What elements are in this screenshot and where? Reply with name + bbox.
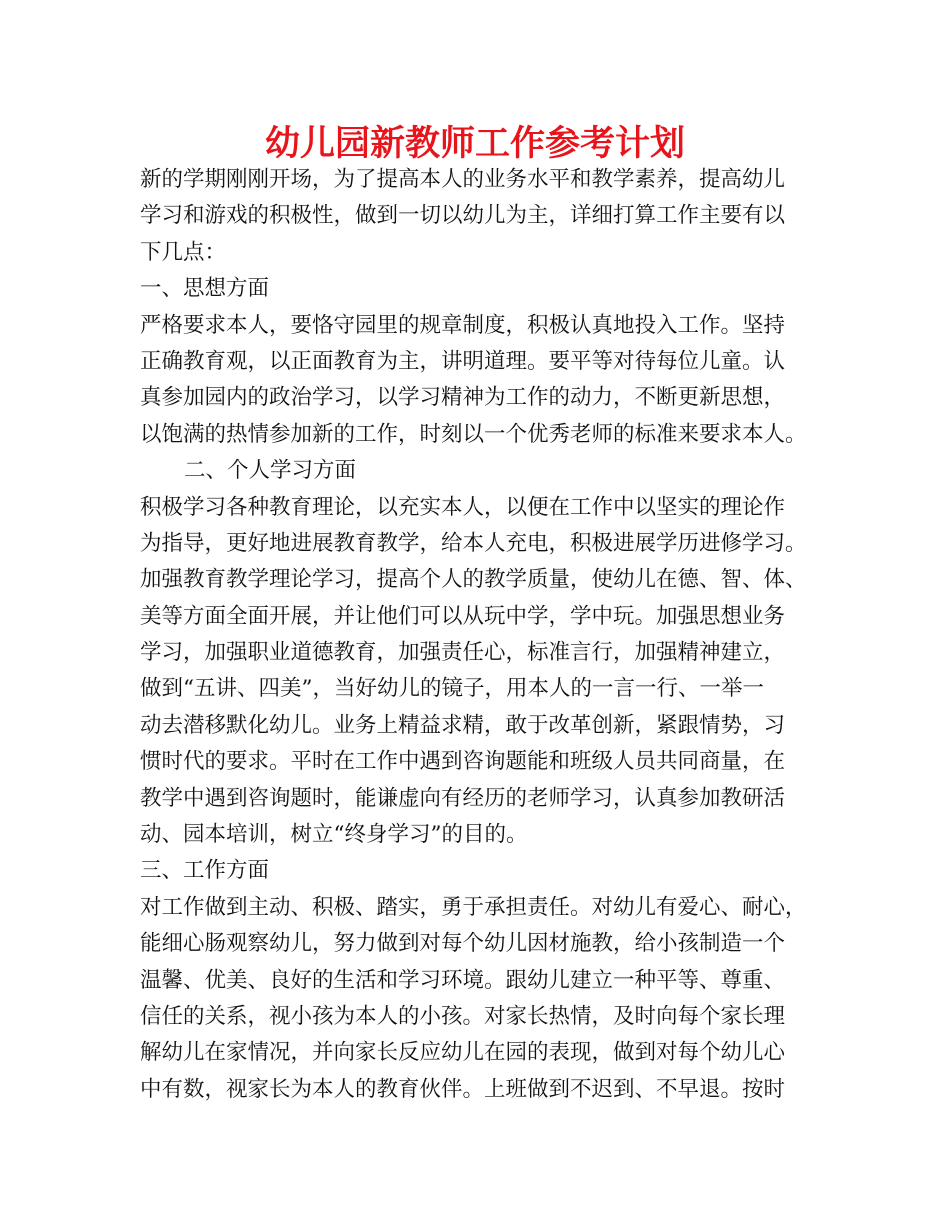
body-text-line: 正确教育观，以正面教育为主，讲明道理。要平等对待每位儿童。认 <box>140 348 786 374</box>
body-text-line: 真参加园内的政治学习，以学习精神为工作的动力，不断更新思想， <box>140 385 786 411</box>
body-text-line: 一、思想方面 <box>140 276 270 302</box>
body-text-line: 动去潜移默化幼儿。业务上精益求精，敢于改革创新，紧跟情势，习 <box>140 712 786 738</box>
body-text-line: 对工作做到主动、积极、踏实，勇于承担责任。对幼儿有爱心、耐心， <box>140 894 807 920</box>
body-text-line: 下几点： <box>140 239 227 265</box>
body-text-line: 做到“五讲、四美”，当好幼儿的镜子，用本人的一言一行、一举一 <box>140 676 764 702</box>
body-text-line: 解幼儿在家情况，并向家长反应幼儿在园的表现，做到对每个幼儿心 <box>140 1040 786 1066</box>
body-text-line: 信任的关系，视小孩为本人的小孩。对家长热情，及时向每个家长理 <box>140 1003 786 1029</box>
document-body <box>140 162 830 1108</box>
body-text-line: 新的学期刚刚开场，为了提高本人的业务水平和教学素养，提高幼儿 <box>140 167 786 192</box>
body-text-line: 温馨、优美、良好的生活和学习环境。跟幼儿建立一种平等、尊重、 <box>140 967 786 993</box>
document-title: 幼儿园新教师工作参考计划 <box>264 124 685 164</box>
body-text-line: 学习和游戏的积极性，做到一切以幼儿为主，详细打算工作主要有以 <box>140 203 786 229</box>
body-text-line: 动、园本培训，树立“终身学习”的目的。 <box>140 822 528 848</box>
body-text-line: 中有数，视家长为本人的教育伙伴。上班做到不迟到、不早退。按时 <box>140 1076 786 1102</box>
section-heading-line: 二、个人学习方面 <box>184 458 357 484</box>
body-text-line: 为指导，更好地进展教育教学，给本人充电，积极进展学历进修学习。 <box>140 530 807 556</box>
body-text-line: 惯时代的要求。平时在工作中遇到咨询题能和班级人员共同商量，在 <box>140 749 786 775</box>
body-text-line: 能细心肠观察幼儿，努力做到对每个幼儿因材施教，给小孩制造一个 <box>140 931 786 957</box>
body-text-line: 三、工作方面 <box>140 858 270 884</box>
body-text-line: 积极学习各种教育理论，以充实本人，以便在工作中以坚实的理论作 <box>140 494 786 520</box>
body-text-line: 美等方面全面开展，并让他们可以从玩中学，学中玩。加强思想业务 <box>140 603 786 629</box>
body-text-line: 严格要求本人，要恪守园里的规章制度，积极认真地投入工作。坚持 <box>140 312 786 338</box>
body-text-line: 以饱满的热情参加新的工作，时刻以一个优秀老师的标准来要求本人。 <box>140 421 807 447</box>
body-text-line: 加强教育教学理论学习，提高个人的教学质量，使幼儿在德、智、体、 <box>140 567 807 593</box>
body-text-line: 学习，加强职业道德教育，加强责任心，标准言行，加强精神建立， <box>140 640 786 666</box>
body-text-line: 教学中遇到咨询题时，能谦虚向有经历的老师学习，认真参加教研活 <box>140 785 786 811</box>
